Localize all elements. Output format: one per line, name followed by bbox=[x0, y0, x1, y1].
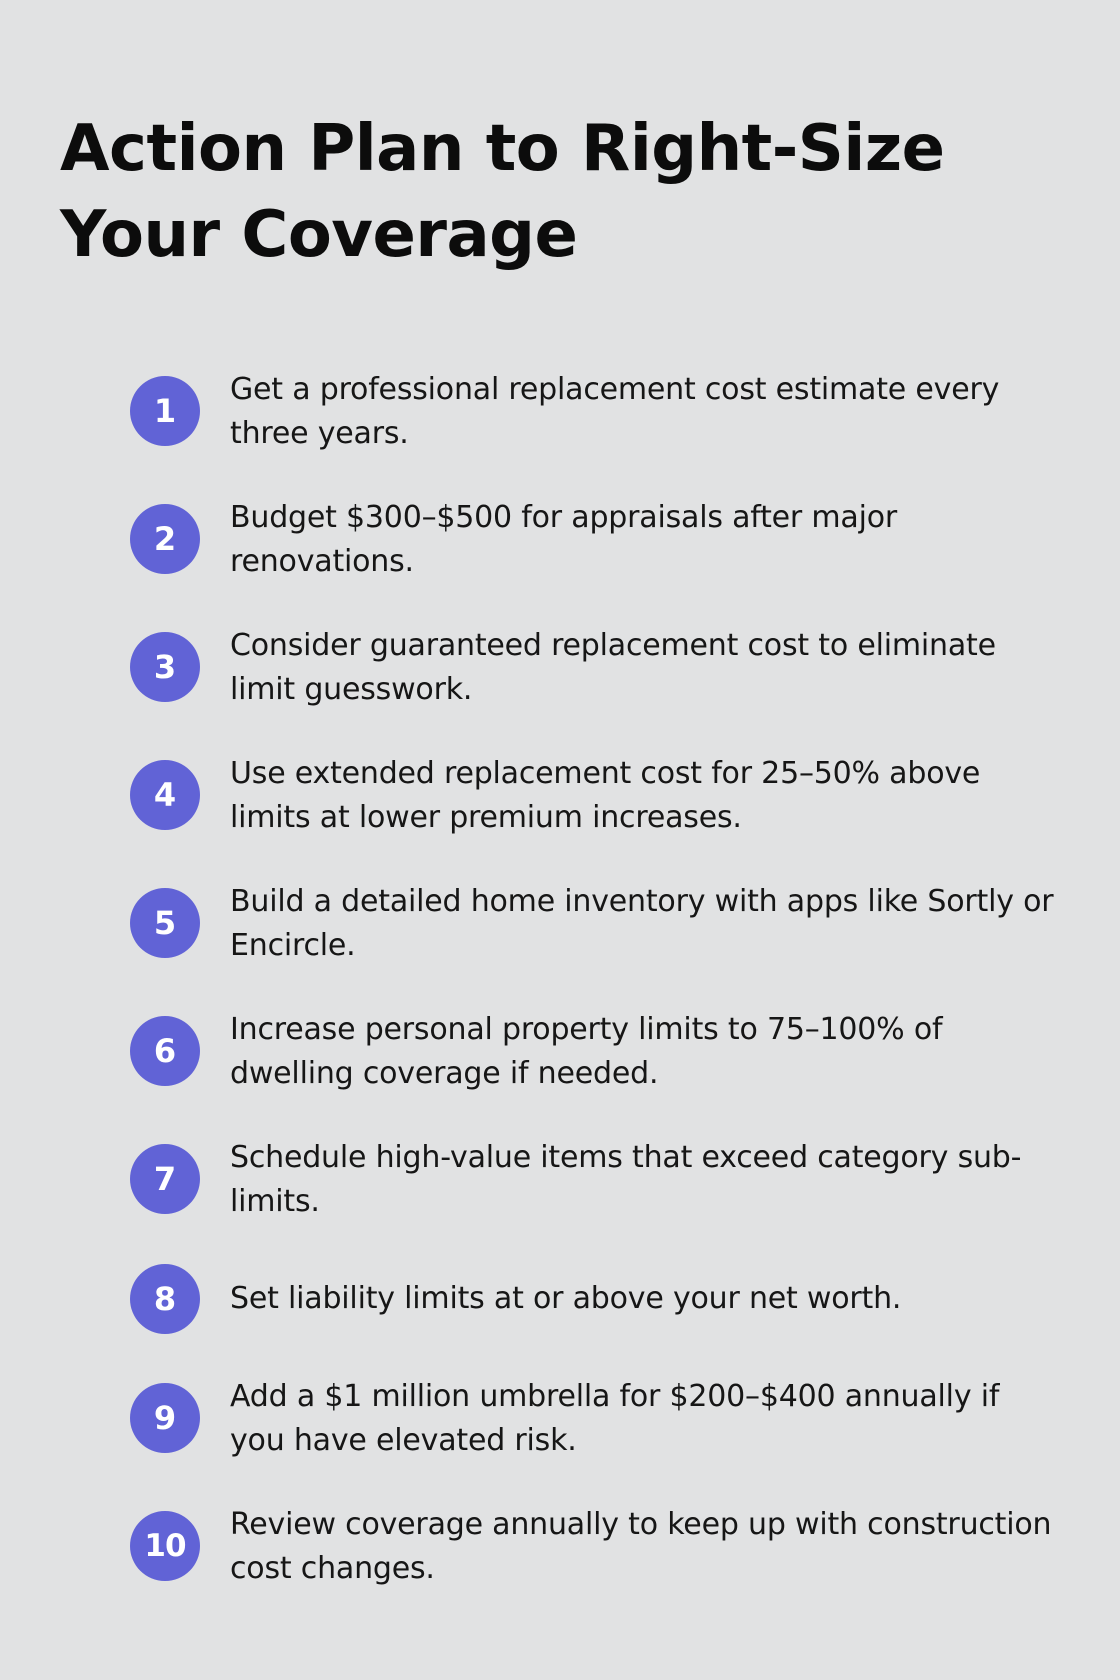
step-text: Increase personal property limits to 75–100% of dwelling coverage if needed. bbox=[230, 1012, 943, 1091]
step-text: Build a detailed home inventory with apps like Sortly or Encircle. bbox=[230, 884, 1054, 963]
step-text: Use extended replacement cost for 25–50% above limits at lower premium increases. bbox=[230, 756, 981, 835]
step-number-badge: 10 bbox=[130, 1511, 200, 1581]
step-number-badge: 2 bbox=[130, 504, 200, 574]
step-number-badge: 7 bbox=[130, 1144, 200, 1214]
step-text: Review coverage annually to keep up with construction cost changes. bbox=[230, 1507, 1052, 1586]
step-text: Get a professional replacement cost estimate every three years. bbox=[230, 372, 1000, 451]
step-text: Add a $1 million umbrella for $200–$400 annually if you have elevated risk. bbox=[230, 1379, 1000, 1458]
step-number-badge: 5 bbox=[130, 888, 200, 958]
step-text: Budget $300–$500 for appraisals after major renovations. bbox=[230, 500, 898, 579]
step-text: Consider guaranteed replacement cost to eliminate limit guesswork. bbox=[230, 628, 996, 707]
step-number-badge: 1 bbox=[130, 376, 200, 446]
step-number-badge: 4 bbox=[130, 760, 200, 830]
step-number-badge: 9 bbox=[130, 1383, 200, 1453]
step-number-badge: 6 bbox=[130, 1016, 200, 1086]
page-title: Action Plan to Right-Size Your Coverage bbox=[60, 112, 945, 272]
step-number-badge: 3 bbox=[130, 632, 200, 702]
step-text: Schedule high-value items that exceed category sub-limits. bbox=[230, 1140, 1022, 1219]
step-text: Set liability limits at or above your net worth. bbox=[230, 1281, 902, 1316]
step-number-badge: 8 bbox=[130, 1264, 200, 1334]
